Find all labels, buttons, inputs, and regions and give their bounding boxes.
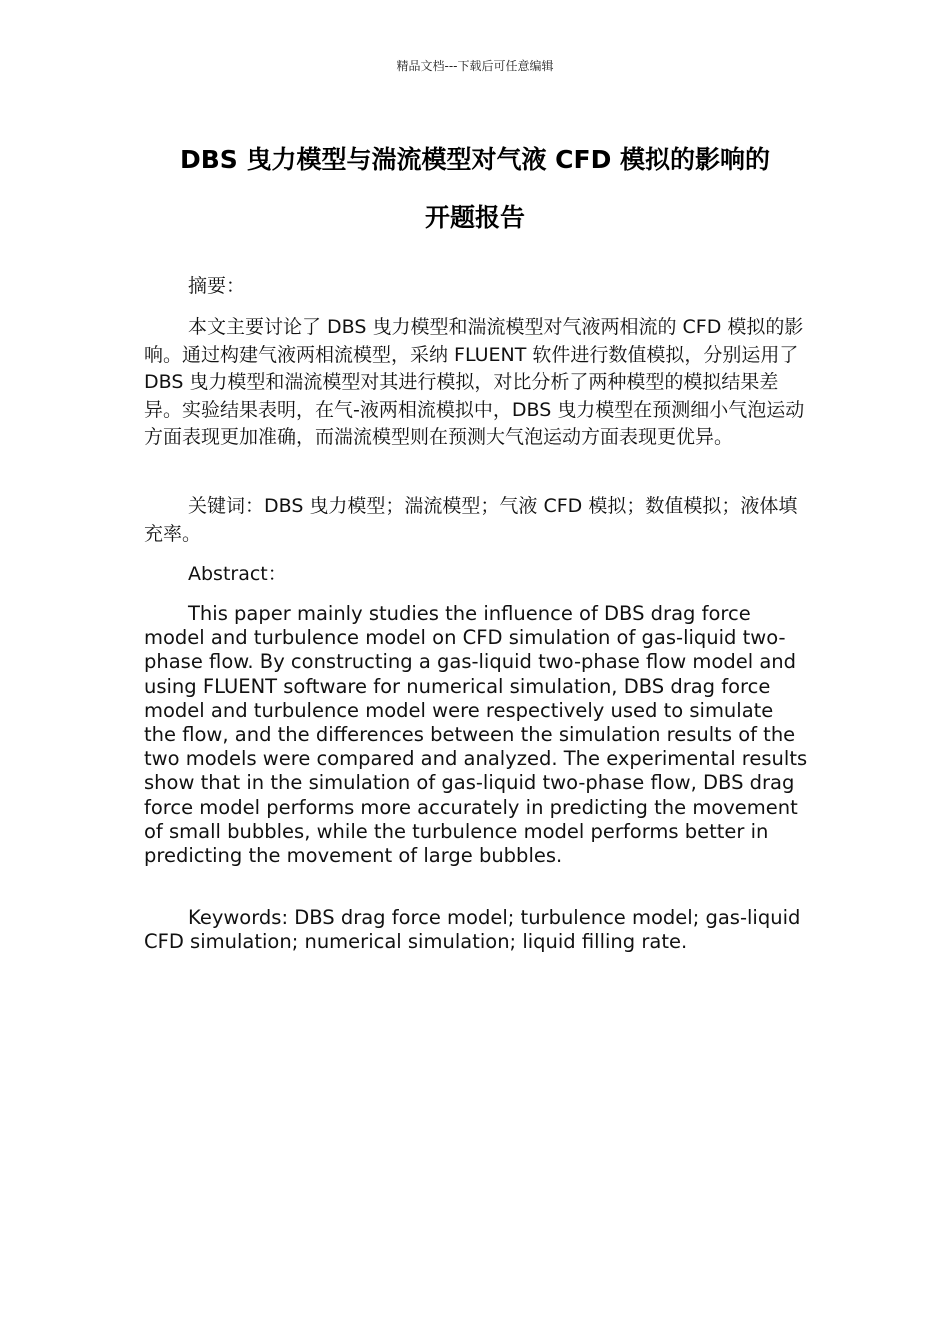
english-abstract-label: Abstract： [188,563,287,585]
chinese-abstract-body [144,314,810,452]
chinese-abstract-section [144,273,810,301]
english-keywords-section [144,906,810,954]
english-abstract-section [144,561,810,589]
title-line-2: 开题报告 [424,203,525,232]
english-keywords: Keywords: DBS drag force model; turbulence model; gas-liquid CFD simulation; numerical simulation; liquid filling rate. [144,906,801,954]
english-abstract-body [144,602,810,868]
english-abstract-text: This paper mainly studies the influence of DBS drag force model and turbulence model on CFD simulation of gas-liquid two-phase flow. By constructing a gas-liquid two-phase flow model and using FLUENT software for numerical simulation, DBS drag force model and turbulence model were respectively used to simulate the flow, and the differences between the simulation results of the two models were compared and analyzed. The experimental results show that in the simulation of gas-liquid two-phase flow, DBS drag force model performs more accurately in predicting the movement of small bubbles, while the turbulence model performs better in predicting the movement of large bubbles. [144,602,808,868]
chinese-abstract-label: 摘要： [188,275,246,297]
chinese-abstract-text: 本文主要讨论了 DBS 曳力模型和湍流模型对气液两相流的 CFD 模拟的影响。通过构建气液两相流模型，采纳 FLUENT 软件进行数值模拟，分别运用了 DBS 曳力模型和湍流模型对其进行模拟，对比分析了两种模型的模拟结果差异。实验结果表明，在气-液两相流模拟中，DBS 曳力模型在预测细小气泡运动方面表现更加准确，而湍流模型则在预测大气泡运动方面表现更优异。 [144,316,805,448]
chinese-keywords: 关键词：DBS 曳力模型；湍流模型；气液 CFD 模拟；数值模拟；液体填充率。 [144,495,798,545]
title-line-1: DBS 曳力模型与湍流模型对气液 CFD 模拟的影响的 [179,145,771,174]
chinese-keywords-section [144,493,810,548]
page-header: 精品文档---下载后可任意编辑 [396,59,554,73]
